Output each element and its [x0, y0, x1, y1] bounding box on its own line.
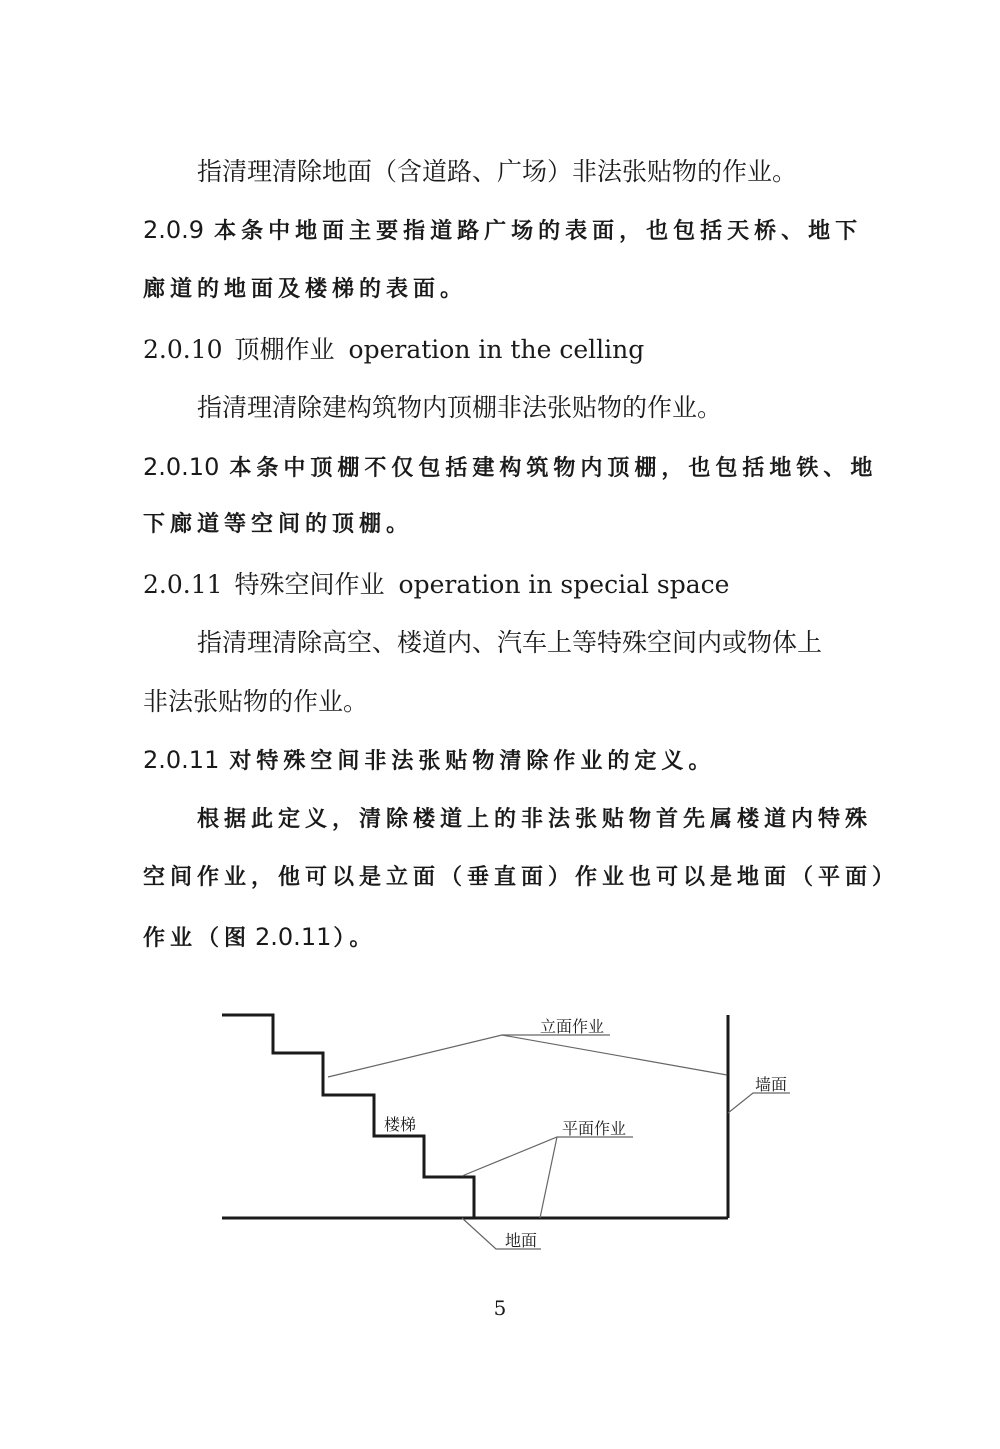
- wall-label: 墙面: [755, 1075, 788, 1094]
- commentary-line: 下廊道等空间的顶棚。: [143, 512, 414, 537]
- term-heading: [143, 335, 644, 365]
- ground-label: 地面: [505, 1231, 538, 1250]
- commentary-line: 2.0.9 本条中地面主要指道路广场的表面，也包括天桥、地下: [143, 216, 863, 244]
- vertical-work-leader: [328, 1035, 727, 1077]
- figure-reference: 2.0.11: [255, 923, 332, 951]
- clause-number: 2.0.11: [143, 570, 223, 599]
- stairs-diagram: [200, 1000, 800, 1260]
- horizontal-work-leader: [462, 1137, 633, 1176]
- clause-number: 2.0.10: [143, 453, 220, 481]
- clause-number: 2.0.10: [143, 335, 223, 364]
- wall-leader: [728, 1093, 790, 1113]
- paragraph-line: 指清理清除建构筑物内顶棚非法张贴物的作业。: [197, 393, 723, 422]
- clause-number: 2.0.9: [143, 216, 205, 244]
- horizontal-work-label: 平面作业: [562, 1119, 627, 1138]
- staircase-outline: [222, 1015, 474, 1218]
- stairs-label: 楼梯: [384, 1115, 417, 1134]
- commentary-line: 根据此定义，清除楼道上的非法张贴物首先属楼道内特殊: [197, 807, 873, 832]
- clause-number: 2.0.11: [143, 746, 220, 774]
- commentary-line: 作业（图 2.0.11）。: [143, 923, 377, 951]
- paragraph-line: 非法张贴物的作业。: [143, 687, 369, 716]
- term-chinese: 特殊空间作业: [234, 570, 385, 599]
- term-chinese: 顶棚作业: [234, 335, 335, 364]
- term-heading: [143, 570, 729, 600]
- commentary-line: 空间作业，他可以是立面（垂直面）作业也可以是地面（平面）: [143, 865, 900, 890]
- commentary-line: 2.0.11 对特殊空间非法张贴物清除作业的定义。: [143, 746, 716, 774]
- commentary-line: 廊道的地面及楼梯的表面。: [143, 277, 468, 302]
- page-number: 5: [493, 1296, 507, 1320]
- horizontal-work-leader-2: [540, 1137, 557, 1218]
- term-english: operation in the celling: [348, 335, 645, 364]
- vertical-work-label: 立面作业: [540, 1017, 605, 1036]
- paragraph-line: 指清理清除高空、楼道内、汽车上等特殊空间内或物体上: [197, 628, 823, 657]
- commentary-line: 2.0.10 本条中顶棚不仅包括建构筑物内顶棚，也包括地铁、地: [143, 453, 878, 481]
- paragraph-line: 指清理清除地面（含道路、广场）非法张贴物的作业。: [197, 157, 798, 186]
- term-english: operation in special space: [398, 570, 730, 599]
